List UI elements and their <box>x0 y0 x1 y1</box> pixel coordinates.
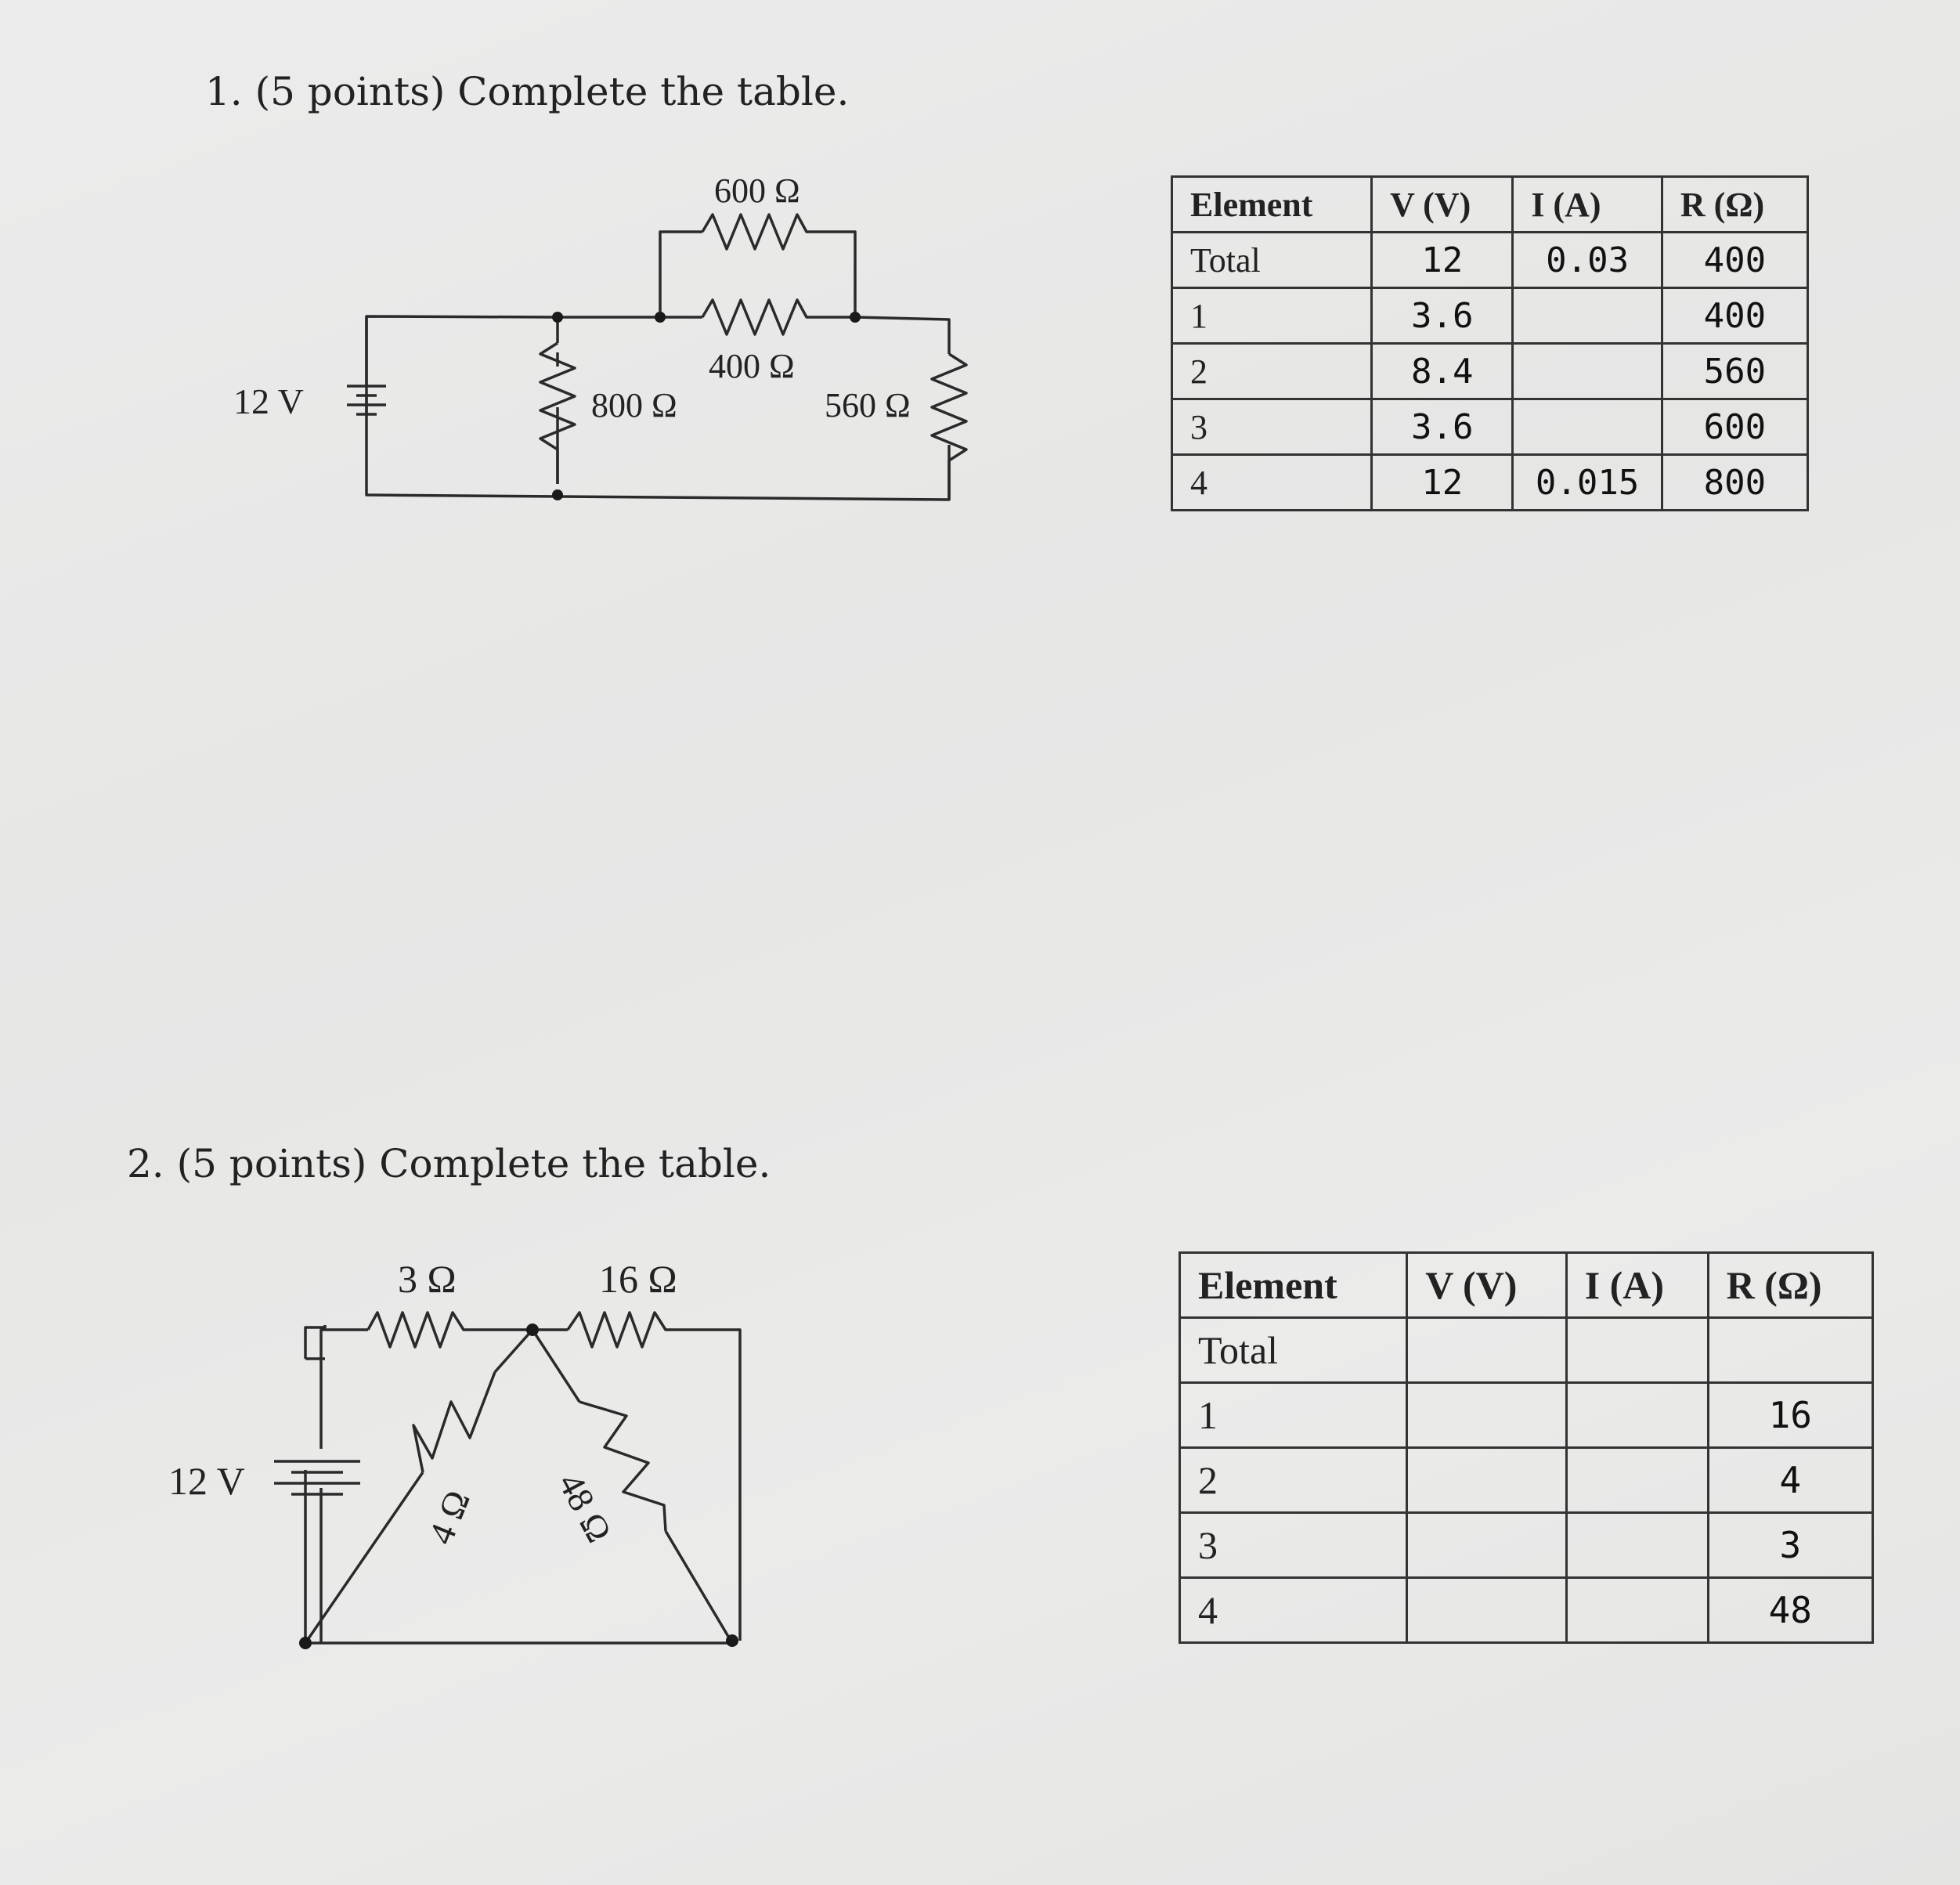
circuit-1-resistor-400-label: 400 Ω <box>709 347 795 385</box>
circuit-2-resistor-3-label: 3 Ω <box>398 1257 457 1301</box>
voltage-cell: 3.6 <box>1372 399 1513 455</box>
resistance-cell: 3 <box>1708 1513 1872 1578</box>
voltage-cell <box>1407 1383 1566 1448</box>
table-row <box>1172 288 1808 344</box>
problem-1-table <box>1171 175 1809 511</box>
resistance-cell: 4 <box>1708 1448 1872 1513</box>
resistor-3-zigzag <box>368 1313 482 1347</box>
resistance-cell: 560 <box>1662 344 1807 399</box>
circuit-2-battery <box>274 1461 360 1494</box>
problem-2-title: 2. (5 points) Complete the table. <box>127 1141 771 1186</box>
table-row <box>1180 1318 1873 1383</box>
resistance-cell <box>1708 1318 1872 1383</box>
circuit-1-source-label: 12 V <box>233 381 304 421</box>
element-cell: 3 <box>1172 399 1372 455</box>
voltage-cell: 12 <box>1372 455 1513 511</box>
element-cell: 2 <box>1180 1448 1407 1513</box>
problem-2-table <box>1179 1251 1874 1644</box>
voltage-cell <box>1407 1448 1566 1513</box>
current-cell <box>1566 1318 1708 1383</box>
voltage-cell: 3.6 <box>1372 288 1513 344</box>
current-cell: 0.03 <box>1513 233 1662 288</box>
resistance-cell: 16 <box>1708 1383 1872 1448</box>
table-row <box>1180 1513 1873 1578</box>
table-header-row <box>1172 177 1808 233</box>
header-element: Element <box>1172 177 1372 233</box>
resistor-400-zigzag <box>702 300 816 334</box>
voltage-cell: 8.4 <box>1372 344 1513 399</box>
table-row <box>1172 455 1808 511</box>
element-cell: 3 <box>1180 1513 1407 1578</box>
resistance-cell: 400 <box>1662 288 1807 344</box>
current-cell: 0.015 <box>1513 455 1662 511</box>
circuit-1-resistor-600-label: 600 Ω <box>714 172 800 210</box>
circuit-1-resistor-800-label: 800 Ω <box>591 386 677 424</box>
current-cell <box>1513 344 1662 399</box>
current-cell <box>1566 1448 1708 1513</box>
element-cell: 1 <box>1172 288 1372 344</box>
element-cell: 2 <box>1172 344 1372 399</box>
circuit-2-resistor-48-label: 48 Ω <box>550 1466 620 1549</box>
voltage-cell <box>1407 1318 1566 1383</box>
header-resistance: R (Ω) <box>1708 1253 1872 1318</box>
resistor-600-zigzag <box>702 215 816 249</box>
circuit-1-wires <box>366 232 949 500</box>
resistance-cell: 400 <box>1662 233 1807 288</box>
table-row <box>1172 344 1808 399</box>
voltage-cell <box>1407 1513 1566 1578</box>
current-cell <box>1513 399 1662 455</box>
table-row <box>1180 1448 1873 1513</box>
resistor-560-zigzag <box>932 354 966 500</box>
problem-1-title: 1. (5 points) Complete the table. <box>205 69 850 114</box>
table-header-row <box>1180 1253 1873 1318</box>
resistance-cell: 600 <box>1662 399 1807 455</box>
current-cell <box>1513 288 1662 344</box>
current-cell <box>1566 1383 1708 1448</box>
header-voltage: V (V) <box>1407 1253 1566 1318</box>
resistance-cell: 48 <box>1708 1578 1872 1643</box>
element-cell: 4 <box>1172 455 1372 511</box>
circuit-1-resistor-560-label: 560 Ω <box>825 386 911 424</box>
header-element: Element <box>1180 1253 1407 1318</box>
resistor-4-zigzag <box>413 1372 495 1472</box>
header-current: I (A) <box>1513 177 1662 233</box>
voltage-cell: 12 <box>1372 233 1513 288</box>
circuit-2-wires <box>305 1325 740 1643</box>
resistance-cell: 800 <box>1662 455 1807 511</box>
circuit-2-resistor-4-label: 4 Ω <box>420 1484 478 1550</box>
table-row <box>1172 233 1808 288</box>
header-voltage: V (V) <box>1372 177 1513 233</box>
circuit-nodes <box>299 312 861 1649</box>
table-row <box>1180 1383 1873 1448</box>
voltage-cell <box>1407 1578 1566 1643</box>
table-row <box>1180 1578 1873 1643</box>
resistor-16-zigzag <box>568 1313 685 1347</box>
header-current: I (A) <box>1566 1253 1708 1318</box>
current-cell <box>1566 1578 1708 1643</box>
table-row <box>1172 399 1808 455</box>
circuit-2-resistor-16-label: 16 Ω <box>599 1257 677 1301</box>
element-cell: 4 <box>1180 1578 1407 1643</box>
circuit-2-source-label: 12 V <box>168 1459 245 1503</box>
current-cell <box>1566 1513 1708 1578</box>
element-cell: Total <box>1180 1318 1407 1383</box>
header-resistance: R (Ω) <box>1662 177 1807 233</box>
element-cell: 1 <box>1180 1383 1407 1448</box>
element-cell: Total <box>1172 233 1372 288</box>
